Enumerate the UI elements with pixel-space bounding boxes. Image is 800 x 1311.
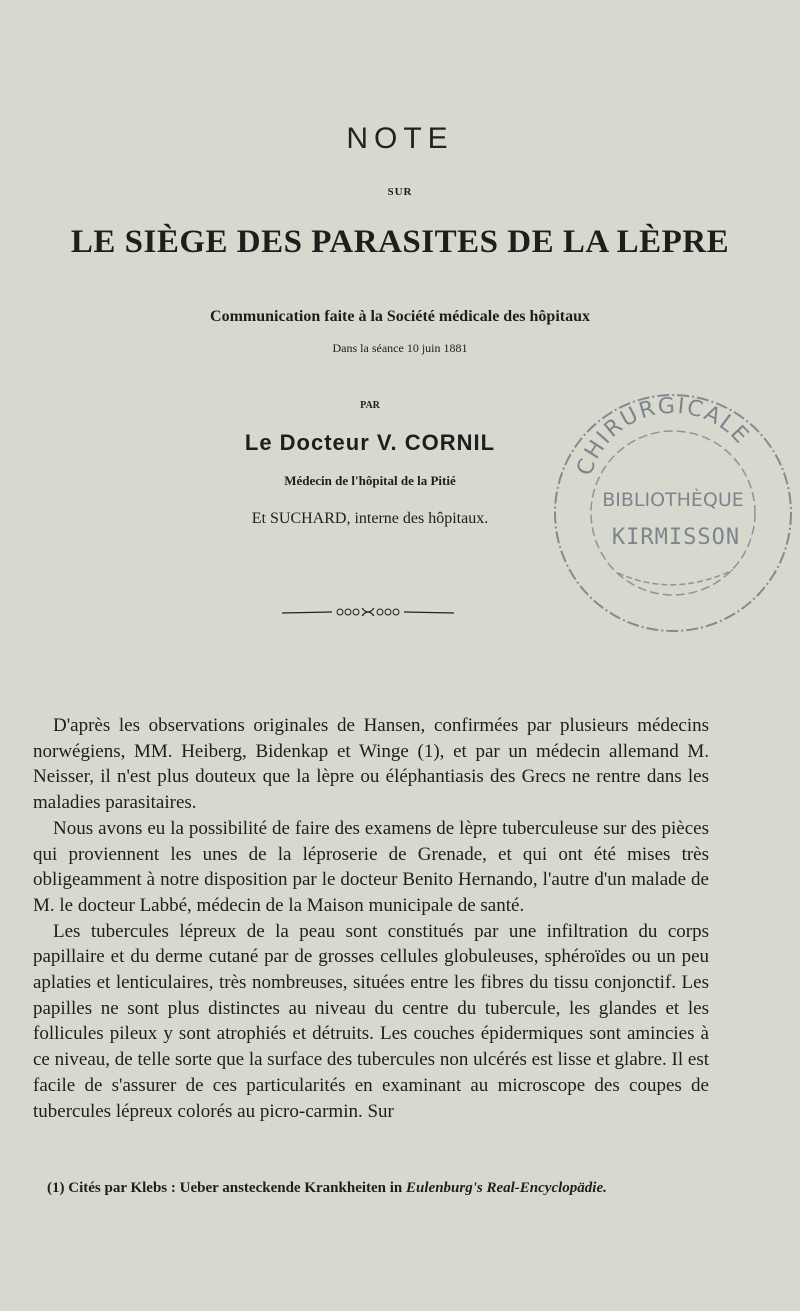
body-text: [33, 713, 709, 1124]
sur-label: SUR: [387, 186, 413, 198]
seance-date: Dans la séance 10 juin 1881: [332, 341, 468, 355]
communication-line: Communication faite à la Société médicale des hôpitaux: [210, 308, 590, 325]
stamp-middle-text: BIBLIOTHÈQUE: [602, 489, 744, 511]
main-title: LE SIÈGE DES PARASITES DE LA LÈPRE: [70, 224, 730, 260]
author-affiliation: Médecin de l'hôpital de la Pitié: [284, 473, 456, 488]
footnote: [47, 1180, 727, 1197]
paragraph: D'après les observations originales de Hansen, confirmées par plusieurs médecins norwégiens, MM. Heiberg, Bidenkap et Winge (1), et par un médecin allemand M. Neisser, il n'est plus douteux que la lèpre ou éléphantiasis des Grecs ne rentre dans les maladies parasitaires.: [33, 715, 709, 814]
footnote-italic: Eulenburg's Real-Encyclopädie.: [406, 1180, 607, 1196]
footnote-text: (1) Cités par Klebs : Ueber ansteckende Krankheiten in: [47, 1180, 407, 1196]
svg-text:CHIRURGICALE: [572, 394, 754, 479]
paragraph: Les tubercules lépreux de la peau sont constitués par une infiltration du corps papillaire et du derme cutané par de grosses cellules globuleuses, sphéroïdes ou un peu aplaties et lenticulaires, très nombreuses, situées entre les fibres du tissu conjonctif. Les papilles ne sont plus distinctes au niveau du centre du tubercule, les glandes et les follicules pileux y sont atrophiés et détruits. Les couches épidermiques sont amincies à ce niveau, de telle sorte que la surface des tubercules non ulcérés est lisse et glabre. Il est facile de s'assurer de ces particularités en examinant au microscope des coupes de tubercules lépreux colorés au picro-carmin. Sur: [33, 920, 709, 1122]
stamp-bottom-text: KIRMISSON: [611, 525, 741, 550]
par-label: PAR: [360, 400, 380, 411]
paragraph: Nous avons eu la possibilité de faire des examens de lèpre tuberculeuse sur des pièces qui proviennent les unes de la léproserie de Grenade, et qui ont été mises très obligeamment à notre disposition par le docteur Benito Hernando, l'autre d'un malade de M. le docteur Labbé, médecin de la Maison municipale de santé.: [33, 817, 709, 916]
author-name: Le Docteur V. CORNIL: [244, 430, 496, 455]
ornament-divider: [282, 604, 454, 620]
co-author-line: Et SUCHARD, interne des hôpitaux.: [251, 510, 489, 527]
note-heading: NOTE: [346, 122, 454, 155]
library-stamp: [548, 388, 798, 638]
stamp-top-text: CHIRURGICALE: [572, 393, 755, 479]
